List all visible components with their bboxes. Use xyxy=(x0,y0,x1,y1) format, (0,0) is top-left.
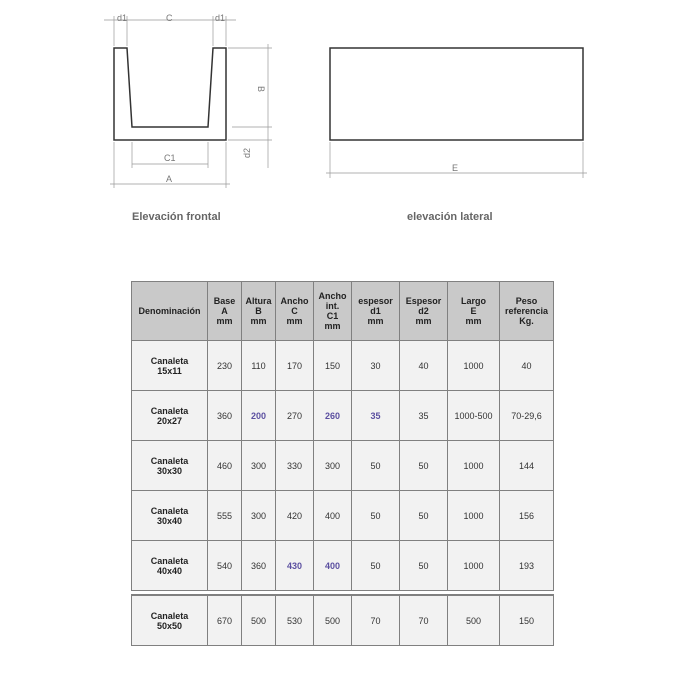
b-label: B xyxy=(256,86,266,93)
column-header: Base A mm xyxy=(208,282,242,341)
column-header: Largo E mm xyxy=(448,282,500,341)
table-cell: 110 xyxy=(242,341,276,391)
table-cell: 1000 xyxy=(448,441,500,491)
table-cell: 500 xyxy=(242,595,276,646)
column-header: Ancho int. C1 mm xyxy=(314,282,352,341)
table-cell: 150 xyxy=(500,595,554,646)
front-elevation-caption: Elevación frontal xyxy=(132,211,221,223)
d1-right-label: d1 xyxy=(215,13,226,23)
row-name: Canaleta 30x40 xyxy=(132,491,208,541)
c1-label: C1 xyxy=(164,153,176,163)
table-cell: 50 xyxy=(352,491,400,541)
table-row xyxy=(132,391,554,441)
table-cell: 555 xyxy=(208,491,242,541)
table-cell: 430 xyxy=(276,541,314,591)
column-header: Ancho C mm xyxy=(276,282,314,341)
table-cell: 530 xyxy=(276,595,314,646)
table-cell: 200 xyxy=(242,391,276,441)
table-cell: 360 xyxy=(242,541,276,591)
table-cell: 460 xyxy=(208,441,242,491)
table-cell: 35 xyxy=(400,391,448,441)
column-header: espesor d1 mm xyxy=(352,282,400,341)
row-name: Canaleta 15x11 xyxy=(132,341,208,391)
table-cell: 300 xyxy=(242,441,276,491)
row-name: Canaleta 50x50 xyxy=(132,595,208,646)
a-label: A xyxy=(166,174,173,184)
dimensions-table xyxy=(131,281,554,646)
table-cell: 400 xyxy=(314,491,352,541)
side-elevation-caption: elevación lateral xyxy=(407,211,493,223)
table-cell: 300 xyxy=(314,441,352,491)
table-cell: 170 xyxy=(276,341,314,391)
table-cell: 70-29,6 xyxy=(500,391,554,441)
c-label: C xyxy=(166,13,173,23)
d1-left-label: d1 xyxy=(117,13,128,23)
table-row xyxy=(132,491,554,541)
table-cell: 400 xyxy=(314,541,352,591)
table-cell: 360 xyxy=(208,391,242,441)
column-header: Denominación xyxy=(132,282,208,341)
table-row xyxy=(132,595,554,646)
table-cell: 1000 xyxy=(448,341,500,391)
table-cell: 1000 xyxy=(448,491,500,541)
table-cell: 40 xyxy=(500,341,554,391)
table-row xyxy=(132,541,554,591)
table-cell: 260 xyxy=(314,391,352,441)
table-cell: 230 xyxy=(208,341,242,391)
table-cell: 50 xyxy=(400,441,448,491)
table-cell: 35 xyxy=(352,391,400,441)
row-name: Canaleta 40x40 xyxy=(132,541,208,591)
row-name: Canaleta 30x30 xyxy=(132,441,208,491)
table-cell: 1000 xyxy=(448,541,500,591)
table-cell: 150 xyxy=(314,341,352,391)
table-cell: 1000-500 xyxy=(448,391,500,441)
table-cell: 420 xyxy=(276,491,314,541)
technical-drawing xyxy=(0,0,700,260)
table-cell: 50 xyxy=(352,541,400,591)
table-cell: 40 xyxy=(400,341,448,391)
table-cell: 30 xyxy=(352,341,400,391)
table-row xyxy=(132,441,554,491)
table-cell: 500 xyxy=(448,595,500,646)
table-cell: 300 xyxy=(242,491,276,541)
table-cell: 50 xyxy=(400,491,448,541)
table-cell: 270 xyxy=(276,391,314,441)
table-cell: 156 xyxy=(500,491,554,541)
u-channel-outline xyxy=(114,48,226,140)
table-cell: 330 xyxy=(276,441,314,491)
table-cell: 500 xyxy=(314,595,352,646)
column-header: Altura B mm xyxy=(242,282,276,341)
d2-label: d2 xyxy=(242,147,252,158)
column-header: Peso referencia Kg. xyxy=(500,282,554,341)
table-cell: 144 xyxy=(500,441,554,491)
table-cell: 670 xyxy=(208,595,242,646)
e-label: E xyxy=(452,163,459,173)
table-cell: 50 xyxy=(400,541,448,591)
table-cell: 70 xyxy=(400,595,448,646)
table-cell: 540 xyxy=(208,541,242,591)
row-name: Canaleta 20x27 xyxy=(132,391,208,441)
table-row xyxy=(132,341,554,391)
side-elevation-rect xyxy=(330,48,583,140)
table-cell: 50 xyxy=(352,441,400,491)
table-cell: 70 xyxy=(352,595,400,646)
table-header-row xyxy=(132,282,554,341)
column-header: Espesor d2 mm xyxy=(400,282,448,341)
table-cell: 193 xyxy=(500,541,554,591)
